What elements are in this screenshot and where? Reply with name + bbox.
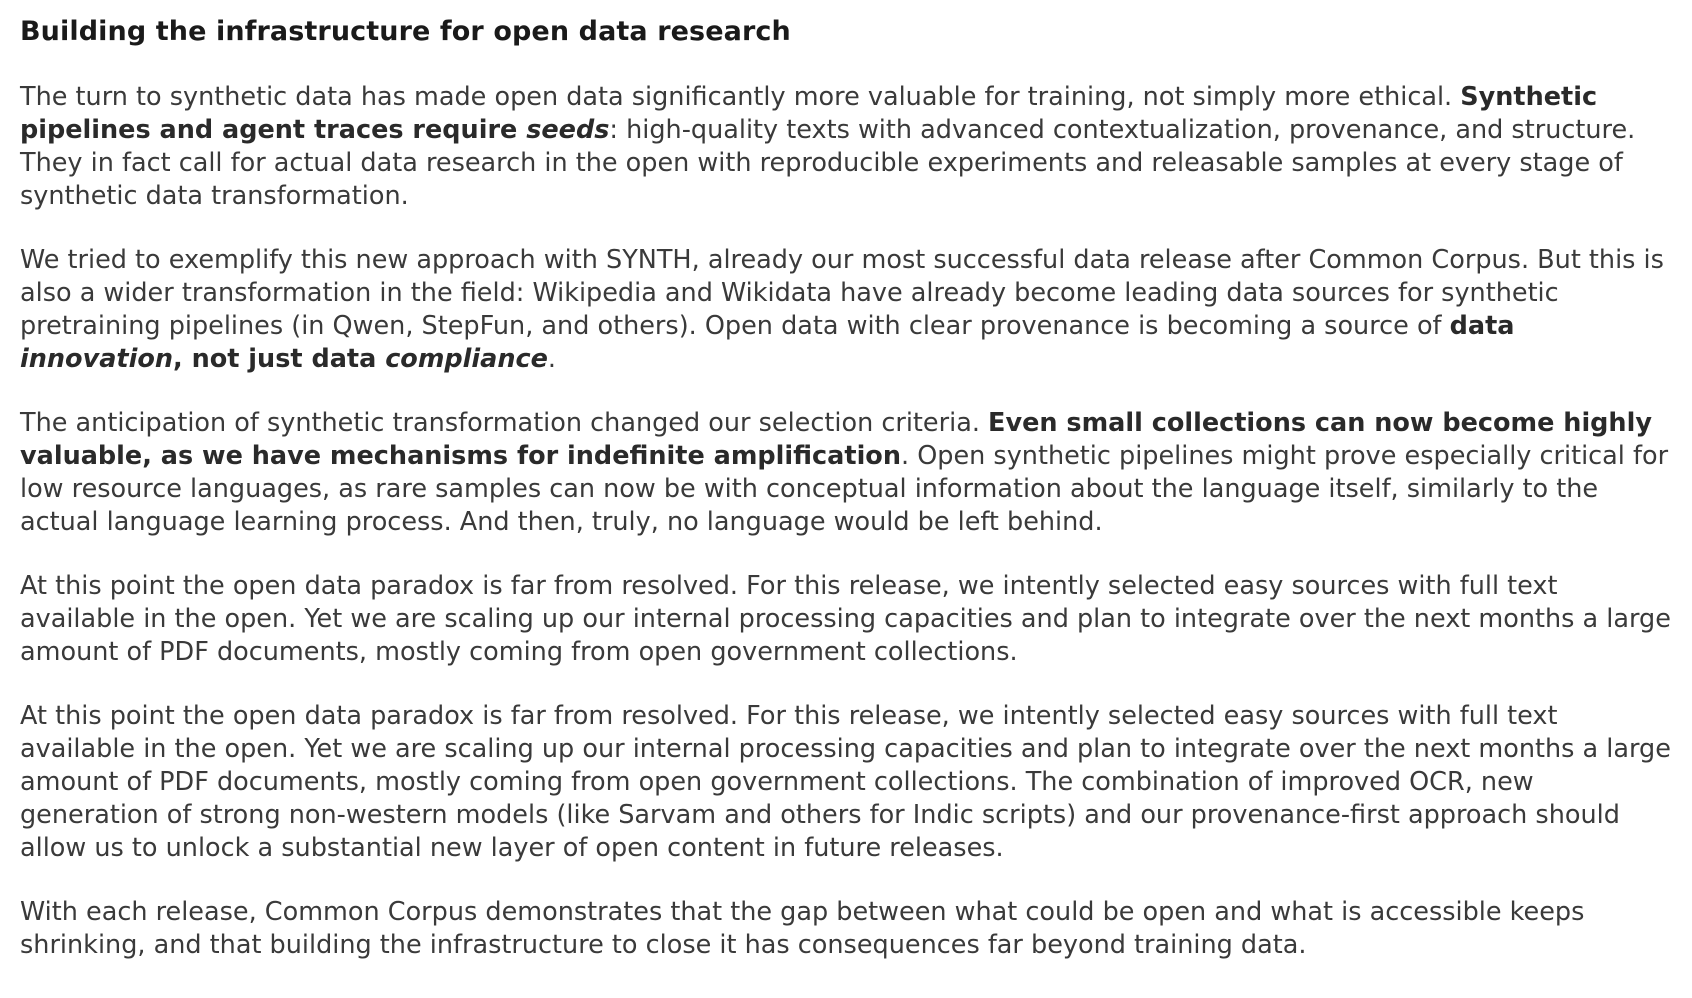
paragraph-open-data-paradox-extended: At this point the open data paradox is far from resolved. For this release, we intently selected easy sources with full text available in the open. Yet we are scaling up our internal processing capacities and plan to integrate over the next months a large amount of PDF documents, mostly coming from open government collections. The combination of improved OCR, new generation of strong non-western models (like Sarvam and others for Indic scripts) and our provenance-first approach should allow us to unlock a substantial new layer of open content in future releases. <box>20 701 1671 863</box>
p3-text-2: . Open synthetic pipelines might prove especially critical for low resource languages, as rare samples can now be with conceptual information about the language itself, similarly to the actual language learning process. And then, truly, no language would be left behind. <box>20 441 1669 537</box>
p1-bold-text: Synthetic pipelines and agent traces require <box>20 82 1598 145</box>
paragraph-open-data-paradox: At this point the open data paradox is far from resolved. For this release, we intently selected easy sources with full text available in the open. Yet we are scaling up our internal processing capacities and plan to integrate over the next months a large amount of PDF documents, mostly coming from open government collections. <box>20 571 1671 667</box>
p2-bold-italic-2: compliance <box>385 344 548 374</box>
p2-bold-text-1: data <box>1449 311 1515 341</box>
paragraph-synthetic-data <box>20 81 1678 213</box>
p3-text-1: The anticipation of synthetic transformation changed our selection criteria. <box>20 408 989 438</box>
p2-text-2: . <box>547 344 557 374</box>
p2-text-1: We tried to exemplify this new approach with SYNTH, already our most successful data release after Common Corpus. But this is also a wider transformation in the field: Wikipedia and Wikidata have already become leading data sources for synthetic pretraining pipelines (in Qwen, StepFun, and others). Open data with clear provenance is becoming a source of <box>20 245 1664 341</box>
p3-bold-1: Even small collections can now become highly valuable, as we have mechanisms for indefinite amplification <box>20 408 1652 471</box>
article-title: Building the infrastructure for open data research <box>20 16 791 47</box>
p1-text-1: The turn to synthetic data has made open data significantly more valuable for training, not simply more ethical. <box>20 82 1461 112</box>
paragraph-conclusion: With each release, Common Corpus demonstrates that the gap between what could be open and what is accessible keeps shrinking, and that building the infrastructure to close it has consequences far beyond training data. <box>20 897 1585 960</box>
p1-bold-italic: seeds <box>526 115 610 145</box>
p2-bold-italic-1: innovation <box>20 344 173 374</box>
paragraph-selection-criteria <box>20 407 1678 539</box>
p1-text-2: : high-quality texts with advanced contextualization, provenance, and structure. They in fact call for actual data research in the open with reproducible experiments and releasable samples at every stage of synthetic data transformation. <box>20 115 1636 211</box>
paragraph-synth-release <box>20 244 1678 376</box>
p2-bold-text-2: , not just data <box>173 344 386 374</box>
